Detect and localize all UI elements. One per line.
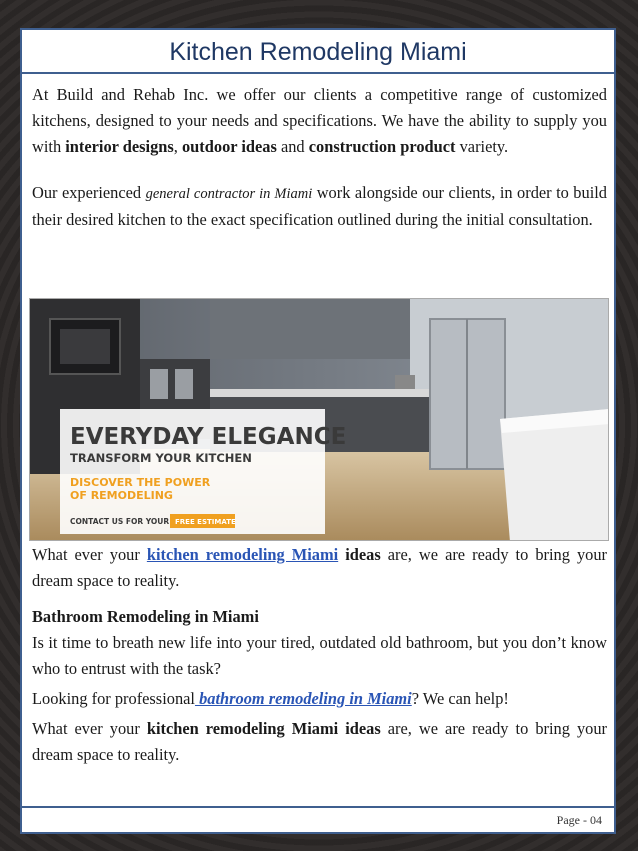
kitchen-cta-paragraph: [32, 542, 607, 594]
para1-text-4: variety.: [455, 137, 509, 156]
closing-paragraph: [32, 716, 607, 768]
para1-text-1: At Build and Rehab Inc. we offer our clients a competitive range of customized kitchens, designed to your needs and specifications. We have the ability to supply you with: [32, 85, 607, 156]
bathroom-heading-text: Bathroom Remodeling in Miami: [32, 607, 259, 626]
bathroom-cta-text-2: ? We can help!: [411, 689, 509, 708]
para3-text-2: are, we are ready to bring your dream space to reality.: [32, 545, 608, 590]
page-title: Kitchen Remodeling Miami: [169, 38, 467, 66]
banner-contact: CONTACT US FOR YOUR: [70, 517, 170, 526]
contractor-paragraph: [32, 180, 607, 233]
para2-text-2: work alongside our clients, in order to build their desired kitchen to the exact specification outlined during the initial consultation.: [32, 183, 608, 229]
para1-text-2: ,: [173, 137, 182, 156]
bathroom-cta-paragraph: [32, 686, 607, 712]
banner-line-1: DISCOVER THE POWER: [70, 476, 211, 489]
bathroom-heading: [32, 604, 607, 630]
bathroom-intro-paragraph: Is it time to breath new life into your tired, outdated old bathroom, but you don’t know who to entrust with the task?: [32, 633, 607, 678]
bathroom-remodeling-link[interactable]: bathroom remodeling in Miami: [194, 689, 412, 708]
general-contractor-italic: general contractor in Miami: [145, 186, 313, 202]
page-number: Page - 04: [556, 813, 602, 827]
outdoor-ideas-bold: outdoor ideas: [181, 137, 277, 156]
kitchen-photo-art: [30, 299, 609, 541]
page-sheet: [20, 28, 616, 834]
kitchen-remodeling-link[interactable]: kitchen remodeling Miami: [146, 545, 339, 564]
para3-text-1: What ever your: [32, 545, 147, 564]
intro-text: [32, 82, 607, 233]
closing-text-1: What ever your: [32, 719, 147, 738]
closing-text-2: are, we are ready to bring your dream space to reality.: [32, 719, 607, 764]
construction-product-bold: construction product: [308, 137, 456, 156]
kitchen-banner-image[interactable]: [29, 298, 609, 541]
intro-paragraph: [32, 82, 607, 160]
bathroom-section: [32, 604, 607, 768]
para2-text-1: Our experienced: [32, 183, 146, 202]
bathroom-cta-text-1: Looking for professional: [32, 689, 195, 708]
free-estimate-label: FREE ESTIMATE: [175, 518, 236, 526]
interior-designs-bold: interior designs: [65, 137, 174, 156]
banner-line-2: OF REMODELING: [70, 489, 173, 502]
banner-headline: EVERYDAY ELEGANCE: [70, 424, 347, 450]
footer-divider: [22, 806, 614, 808]
closing-bold: kitchen remodeling Miami ideas: [146, 719, 381, 738]
para1-text-3: and: [276, 137, 309, 156]
banner-subhead: TRANSFORM YOUR KITCHEN: [70, 451, 252, 465]
paragraph-gap: [32, 160, 607, 180]
kitchen-cta-text: [32, 542, 607, 594]
title-divider: [22, 72, 614, 74]
ideas-bold: ideas: [338, 545, 381, 564]
